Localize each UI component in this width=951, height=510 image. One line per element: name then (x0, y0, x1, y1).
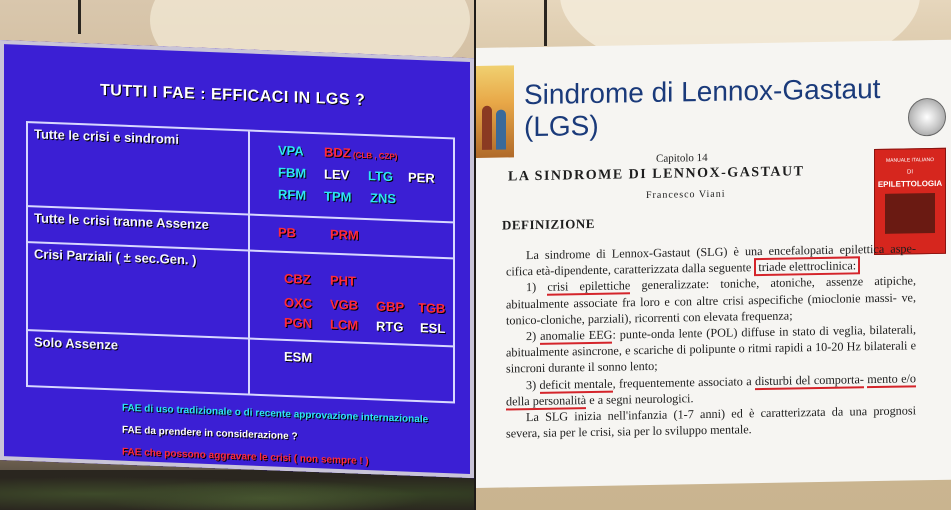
drug-lev: LEV (324, 166, 350, 183)
item-1-keyword: crisi epilettiche (547, 278, 631, 295)
book-title: EPILETTOLOGIA (877, 178, 943, 189)
drug-gbp: GBP (376, 298, 405, 315)
drug-vgb: VGB (330, 296, 359, 313)
projector-cord-left (78, 0, 81, 34)
definition-text (506, 240, 916, 442)
drug-ltg: LTG (368, 168, 394, 185)
drug-bdz-note: (CLB , CZP) (353, 150, 398, 162)
projector-cord-right (544, 0, 547, 46)
illustration-figure (482, 106, 492, 150)
drug-cbz: CBZ (284, 270, 311, 287)
item-3-keyword-3: mento e/o della personalità (506, 370, 917, 409)
item-3-text: , frequentemente associato a (612, 373, 755, 391)
book-cover-image (885, 193, 935, 234)
table-row (28, 243, 453, 347)
para-2-line-1: La SLG inizia nell'infanzia (1-7 anni) ed è caratterizzata da una prognosi (526, 403, 916, 425)
drug-pb: PB (278, 224, 297, 241)
item-3-keyword-2: disturbi del comporta- (754, 371, 864, 388)
legend-consider: FAE da prendere in considerazione ? (122, 424, 298, 443)
item-2-number: 2) (526, 328, 541, 344)
chapter-author: Francesco Viani (646, 188, 726, 202)
foreground-plants (0, 470, 474, 510)
drug-per: PER (408, 169, 435, 186)
item-1-text: generalizzate: toniche, atoniche, assenze atipiche, (630, 273, 916, 293)
item-3-line-2: e a segni neurologici. (586, 391, 694, 407)
item-3-number: 3) (526, 377, 540, 392)
para-1-line-1: La sindrome di Lennox-Gastaut (SLG) è una encefalopatia epilettica aspe- (526, 241, 916, 263)
chapter-title: LA SINDROME DI LENNOX-GASTAUT (508, 164, 805, 185)
drug-tpm: TPM (324, 188, 352, 205)
item-2-text: : punte-onda lente (POL) diffuse in stato di veglia, (612, 323, 866, 342)
drug-esl: ESL (420, 320, 446, 337)
right-slide-title: Sindrome di Lennox-Gastaut (LGS) (524, 72, 881, 143)
book-cover (874, 148, 946, 255)
right-projected-slide (476, 40, 951, 488)
drug-tgb: TGB (418, 300, 446, 317)
para-1-line-2: cifica età-dipendente, caratterizzata dalla seguente (506, 260, 755, 279)
drug-oxc: OXC (284, 294, 313, 311)
fae-table (26, 121, 455, 403)
item-1-number: 1) (526, 280, 548, 295)
item-2-keyword: anomalie EEG (540, 327, 613, 343)
chapter-number: Capitolo 14 (656, 151, 708, 165)
triad-highlight: triade elettroclinica: (754, 256, 860, 276)
drug-zns: ZNS (370, 190, 396, 207)
section-heading: DEFINIZIONE (502, 215, 595, 233)
item-1-line-2: abitualmente associate fra loro e con altre crisi aspecifiche (mioclonie massi- (506, 290, 897, 312)
row-label: Crisi Parziali ( ± sec.Gen. ) (34, 246, 197, 268)
drug-lcm: LCM (330, 316, 359, 333)
item-2-line-3: 10-20 Hz bilaterali e sincroni durante il sonno lento; (506, 338, 916, 376)
drug-pgn: PGN (284, 314, 313, 331)
book-di: DI (907, 169, 913, 176)
children-illustration (476, 65, 514, 158)
row-label: Solo Assenze (34, 334, 119, 353)
drug-esm: ESM (284, 348, 313, 365)
legend-aggravate: FAE che possono aggravare le crisi ( non sempre ! ) (122, 446, 369, 468)
drug-rtg: RTG (376, 318, 404, 335)
item-3-keyword: deficit mentale (539, 376, 613, 392)
row-label: Tutte le crisi tranne Assenze (34, 210, 209, 233)
book-series: MANUALE ITALIANO (886, 157, 934, 164)
drug-prm: PRM (330, 226, 359, 243)
left-projected-slide (0, 40, 474, 478)
item-2-line-2: bilaterali, abitualmente asincrone, e scariche di polipunte o ritmi rapidi a (506, 322, 916, 360)
row-label: Tutte le crisi e sindromi (34, 126, 179, 147)
para-2-line-2: severa, sia per le crisi, sia per lo sviluppo mentale. (506, 422, 752, 441)
drug-rfm: RFM (278, 186, 307, 203)
drug-bdz: BDZ (324, 144, 351, 161)
illustration-figure (496, 109, 506, 149)
legend-traditional: FAE di uso tradizionale o di recente approvazione internazionale (122, 402, 429, 426)
drug-pht: PHT (330, 272, 356, 289)
table-row (28, 123, 453, 223)
drug-fbm: FBM (278, 164, 307, 181)
left-slide-title: TUTTI I FAE : EFFICACI IN LGS ? (100, 81, 366, 110)
item-1-line-3: ve, tonico-cloniche, parziali), ricorrenti con elevata frequenza; (506, 289, 917, 328)
drug-vpa: VPA (278, 142, 304, 159)
